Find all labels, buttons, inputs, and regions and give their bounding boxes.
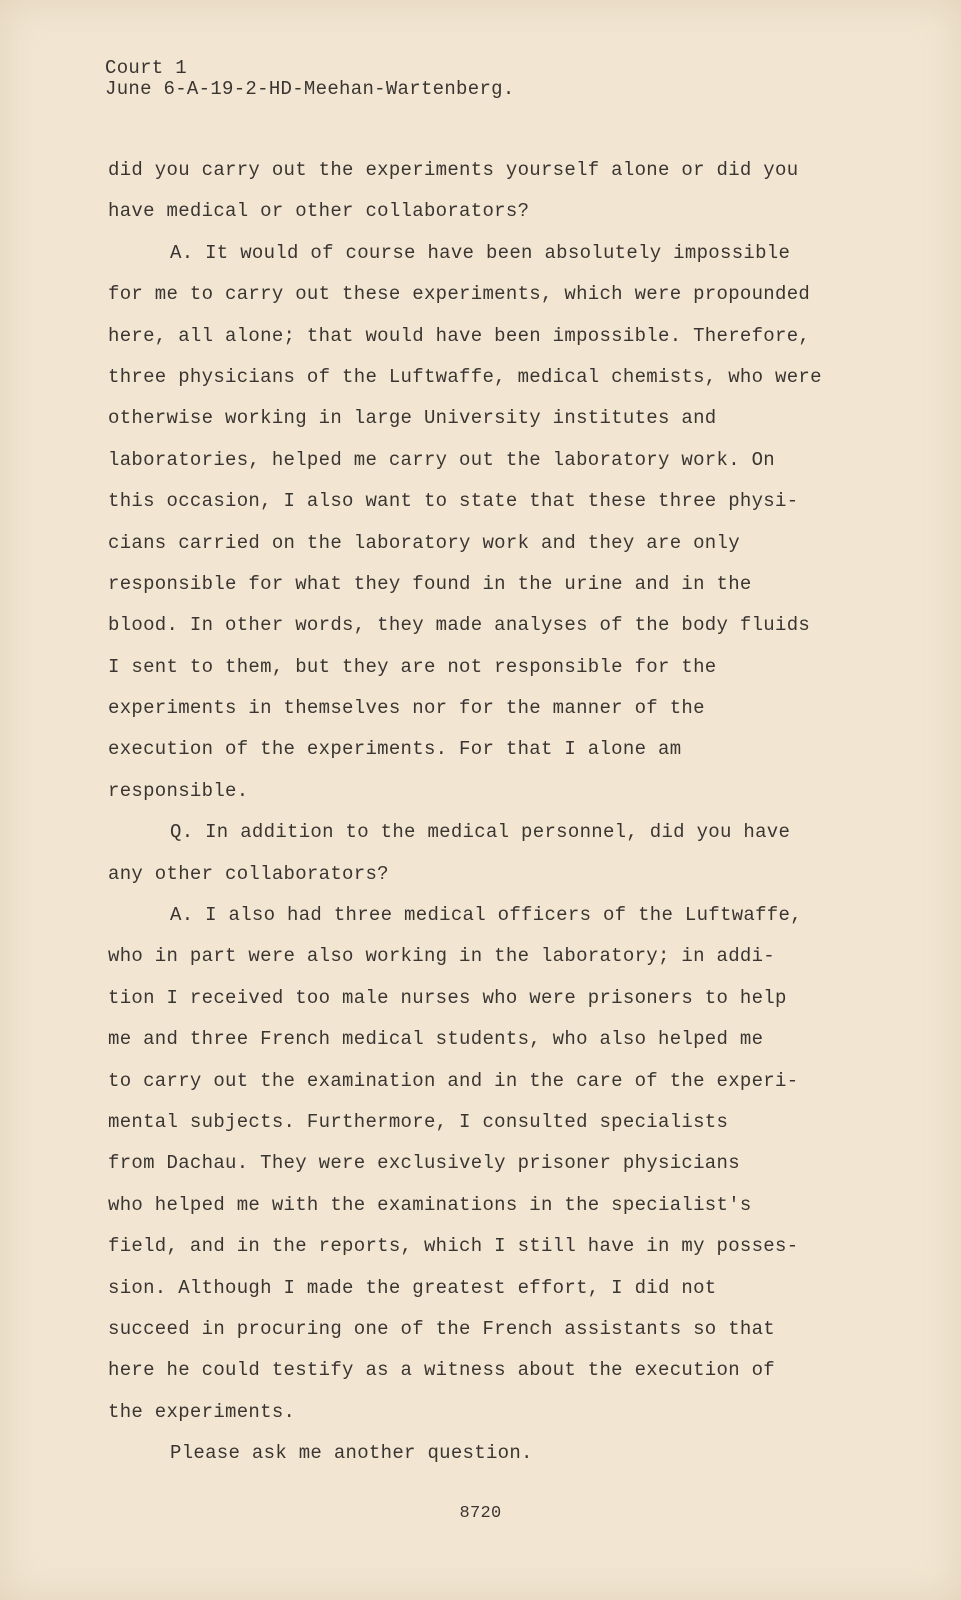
transcript-line: I sent to them, but they are not responsible for the	[108, 655, 717, 678]
transcript-line: have medical or other collaborators?	[108, 200, 530, 223]
transcript-line: cians carried on the laboratory work and they are only	[108, 531, 740, 554]
transcript-body	[108, 150, 868, 1475]
transcript-line: tion I received too male nurses who were prisoners to help	[108, 986, 787, 1009]
transcript-line: here, all alone; that would have been impossible. Therefore,	[108, 324, 811, 347]
transcript-line: three physicians of the Luftwaffe, medical chemists, who were	[108, 365, 822, 388]
transcript-line: Q. In addition to the medical personnel, did you have	[170, 821, 791, 844]
header-court: Court 1	[105, 57, 187, 79]
transcript-line: for me to carry out these experiments, which were propounded	[108, 283, 811, 306]
transcript-line: to carry out the examination and in the care of the experi-	[108, 1069, 799, 1092]
transcript-line: blood. In other words, they made analyses of the body fluids	[108, 614, 811, 637]
transcript-line: A. I also had three medical officers of the Luftwaffe,	[170, 904, 802, 927]
transcript-line: who in part were also working in the laboratory; in addi-	[108, 945, 776, 968]
transcript-line: Please ask me another question.	[170, 1442, 533, 1465]
transcript-line: responsible.	[108, 779, 249, 802]
header-reference: June 6-A-19-2-HD-Meehan-Wartenberg.	[105, 78, 515, 100]
transcript-line: A. It would of course have been absolutely impossible	[170, 241, 791, 264]
transcript-line: did you carry out the experiments yourself alone or did you	[108, 159, 799, 181]
transcript-line: responsible for what they found in the urine and in the	[108, 572, 752, 595]
transcript-line: this occasion, I also want to state that these three physi-	[108, 490, 799, 513]
transcript-line: otherwise working in large University institutes and	[108, 407, 717, 430]
transcript-line: execution of the experiments. For that I alone am	[108, 738, 682, 761]
transcript-line: the experiments.	[108, 1400, 296, 1423]
transcript-line: any other collaborators?	[108, 862, 389, 885]
transcript-line: here he could testify as a witness about the execution of	[108, 1359, 776, 1382]
transcript-line: experiments in themselves nor for the manner of the	[108, 697, 705, 720]
transcript-line: sion. Although I made the greatest effort, I did not	[108, 1276, 717, 1299]
page-number: 8720	[459, 1504, 502, 1523]
transcript-line: succeed in procuring one of the French assistants so that	[108, 1317, 776, 1340]
transcript-line: field, and in the reports, which I still have in my posses-	[108, 1235, 799, 1258]
transcript-line: me and three French medical students, who also helped me	[108, 1028, 764, 1051]
transcript-line: from Dachau. They were exclusively prisoner physicians	[108, 1152, 740, 1175]
transcript-line: laboratories, helped me carry out the laboratory work. On	[108, 448, 776, 471]
page-header	[105, 58, 515, 100]
transcript-line: who helped me with the examinations in the specialist's	[108, 1193, 752, 1216]
transcript-line: mental subjects. Furthermore, I consulted specialists	[108, 1110, 729, 1133]
